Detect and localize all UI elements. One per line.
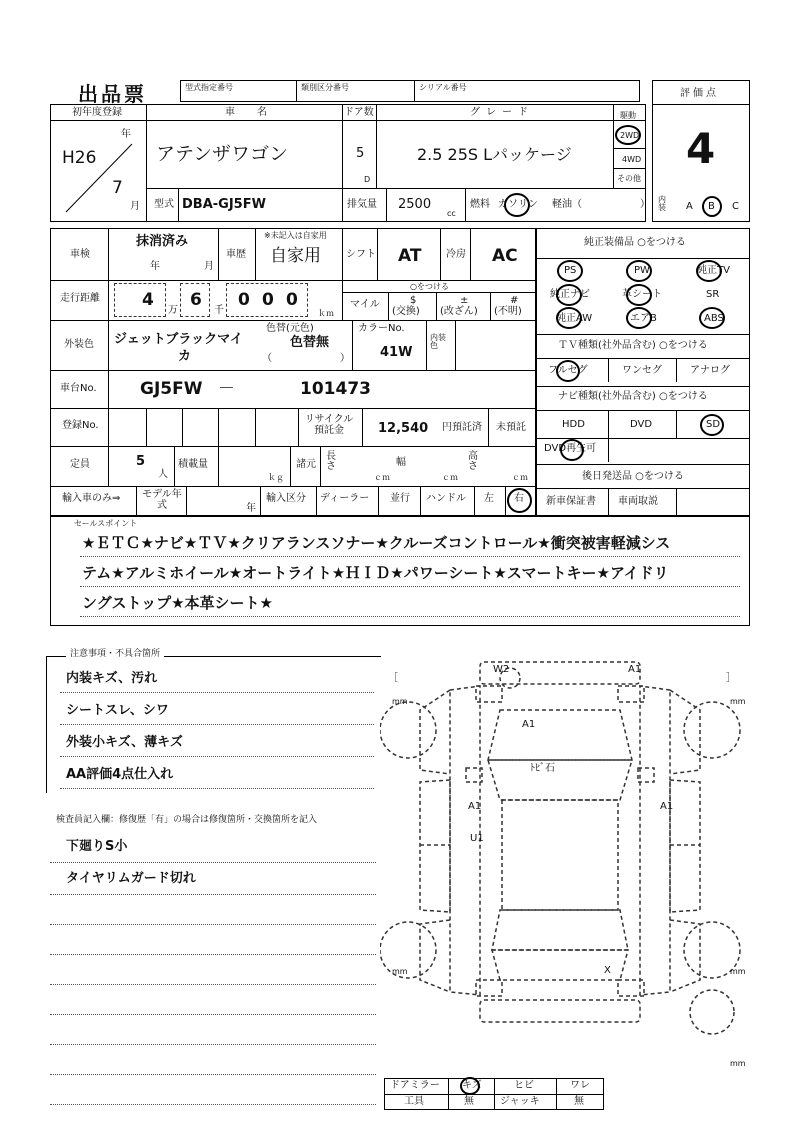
mileage-circle-note: ○をつける bbox=[410, 282, 449, 291]
diagram-mm-3: mm bbox=[392, 967, 408, 976]
handle-left: 左 bbox=[484, 493, 494, 504]
model-year-label: モデル年式 bbox=[142, 489, 182, 511]
mileage-exch-symbol: $ bbox=[410, 295, 417, 306]
grade-label: グレード bbox=[470, 107, 534, 118]
navi-dvd-play: DVD再生可 bbox=[544, 443, 597, 454]
color-label: 外装色 bbox=[64, 339, 94, 350]
detail-table bbox=[50, 228, 536, 516]
first-reg-month: 7 bbox=[112, 178, 123, 198]
later-warranty: 新車保証書 bbox=[546, 496, 596, 507]
mileage-digit-1: 4 bbox=[142, 290, 154, 310]
model-year-unit: 年 bbox=[246, 503, 256, 514]
shift-label: シフト bbox=[346, 249, 376, 260]
repaint-value: 色替無 bbox=[290, 335, 330, 350]
tv-type-title: ＴＶ種類(社外品含む) ○をつける bbox=[558, 340, 708, 351]
load-label: 積載量 bbox=[178, 459, 208, 470]
option-aw: 純正AW bbox=[556, 313, 593, 324]
model-label: 型式 bbox=[154, 199, 174, 210]
registration-label: 登録No. bbox=[62, 420, 99, 431]
recycle-value: 12,540 bbox=[378, 421, 429, 436]
mirror-hibi: ヒビ bbox=[514, 1080, 534, 1091]
color-value-line2: カ bbox=[178, 349, 192, 364]
tv-analog: アナログ bbox=[690, 365, 730, 376]
option-ps-circle bbox=[557, 260, 583, 282]
diagram-tobi: ﾄﾋﾞ石 bbox=[530, 763, 555, 774]
repaint-paren-open: （ bbox=[262, 353, 272, 364]
displacement-value: 2500 bbox=[398, 197, 432, 212]
notes-label: 注意事項・不具合箇所 bbox=[66, 650, 164, 659]
inspector-item-2: タイヤリムガード切れ bbox=[66, 871, 196, 886]
mileage-digit-2: 6 bbox=[190, 290, 202, 310]
ac-label: 冷房 bbox=[446, 249, 466, 260]
drive-label: 駆動 bbox=[620, 111, 636, 120]
mileage-km: ｋｍ bbox=[318, 309, 334, 318]
navi-dvd: DVD bbox=[630, 419, 653, 430]
option-navi-circle bbox=[556, 284, 582, 306]
recycle-paid: 円預託済 bbox=[442, 422, 482, 433]
month-unit: 月 bbox=[130, 201, 140, 212]
tv-oneseg: ワンセグ bbox=[622, 365, 662, 376]
diagram-a1-right: A1 bbox=[660, 801, 674, 812]
inspector-item-1: 下廻りS小 bbox=[66, 839, 128, 854]
chassis-label: 車台No. bbox=[60, 383, 97, 394]
mileage-digit-3: 0 bbox=[238, 290, 250, 310]
interior-b-circle bbox=[702, 196, 722, 217]
recycle-label: リサイクル預託金 bbox=[304, 414, 354, 436]
doors-value: 5 bbox=[356, 146, 365, 161]
ac-value: AC bbox=[492, 246, 518, 266]
interior-color-label: 内装色 bbox=[430, 333, 446, 350]
interior-label: 内装 bbox=[658, 195, 666, 212]
page-title: 出品票 bbox=[78, 82, 147, 106]
mirror-label: ドアミラー bbox=[390, 1080, 440, 1091]
handle-label: ハンドル bbox=[426, 493, 466, 504]
displacement-label: 排気量 bbox=[347, 199, 377, 210]
mileage-unknown-symbol: # bbox=[510, 295, 519, 306]
doors-label: ドア数 bbox=[344, 107, 374, 118]
inspector-label: 検査員記入欄：修復歴「有」の場合は修復箇所・交換箇所を記入 bbox=[56, 815, 318, 825]
mileage-alter-symbol: ± bbox=[460, 295, 469, 306]
mirror-value: キズ bbox=[462, 1080, 482, 1091]
options-title: 純正装備品 ○をつける bbox=[584, 237, 686, 248]
diagram-w2: W2 bbox=[493, 664, 510, 675]
diagram-bracket-2: ］ bbox=[726, 673, 736, 684]
mirror-ware: ワレ bbox=[570, 1080, 590, 1091]
length-cm: ｃｍ bbox=[374, 473, 390, 482]
diagram-a1-left: A1 bbox=[468, 801, 482, 812]
recycle-unpaid: 未預託 bbox=[496, 422, 526, 433]
navi-hdd: HDD bbox=[562, 419, 585, 430]
tv-fullseg-circle bbox=[556, 360, 580, 382]
diagram-a1-hood: A1 bbox=[522, 719, 536, 730]
mileage-alter: (改ざん) bbox=[440, 306, 478, 317]
note-item-2: シートスレ、シワ bbox=[66, 703, 169, 718]
option-leather-circle bbox=[626, 284, 652, 306]
mileage-mile: マイル bbox=[350, 299, 380, 310]
interior-a: A bbox=[686, 201, 693, 212]
import-dealer: ディーラー bbox=[320, 493, 370, 504]
tools-value: 無 bbox=[464, 1096, 474, 1107]
diagram-x: X bbox=[604, 965, 611, 976]
note-item-1: 内装キズ、汚れ bbox=[66, 671, 158, 686]
capacity-value: 5 bbox=[136, 454, 146, 469]
tools-label: 工具 bbox=[404, 1096, 424, 1107]
mileage-digit-4: 0 bbox=[262, 290, 274, 310]
option-ps: PS bbox=[564, 265, 577, 276]
jack-value: 無 bbox=[574, 1096, 584, 1107]
diagram-mm-4: mm bbox=[730, 967, 746, 976]
later-manual: 車両取説 bbox=[618, 496, 658, 507]
repaint-paren-close: ） bbox=[340, 353, 350, 364]
history-note: ※未記入は自家用 bbox=[264, 231, 327, 240]
capacity-label: 定員 bbox=[70, 459, 90, 470]
color-value-line1: ジェットブラックマイ bbox=[114, 332, 243, 347]
drive-2wd: 2WD bbox=[620, 131, 640, 140]
interior-b: B bbox=[708, 201, 715, 212]
history-value: 自家用 bbox=[270, 246, 321, 266]
note-item-4: AA評価4点仕入れ bbox=[66, 767, 174, 782]
option-abs: ABS bbox=[704, 313, 724, 324]
model-value: DBA-GJ5FW bbox=[182, 197, 266, 212]
car-damage-diagram bbox=[380, 650, 760, 1050]
jack-label: ジャッキ bbox=[500, 1096, 540, 1107]
navi-dvd-play-circle bbox=[560, 439, 584, 461]
option-sr: SR bbox=[706, 289, 720, 300]
serial-label: シリアル番号 bbox=[419, 83, 467, 92]
width-cm: ｃｍ bbox=[442, 473, 458, 482]
interior-c: C bbox=[732, 201, 739, 212]
drive-4wd: 4WD bbox=[622, 155, 642, 164]
fuel-diesel: 軽油（ bbox=[552, 199, 582, 210]
handle-right: 右 bbox=[514, 493, 524, 504]
mileage-man: 万 bbox=[168, 305, 178, 316]
length-label: 長さ bbox=[326, 451, 336, 472]
diagram-bracket-1: ［ bbox=[388, 673, 398, 684]
chassis-prefix: GJ5FW bbox=[140, 379, 203, 399]
capacity-unit: 人 bbox=[158, 469, 168, 480]
tv-fullseg: フルセグ bbox=[548, 365, 588, 376]
load-kg: ｋｇ bbox=[268, 473, 284, 482]
shift-value: AT bbox=[398, 246, 422, 266]
option-airbag: エアB bbox=[630, 313, 657, 324]
width-label: 幅 bbox=[396, 457, 406, 468]
inspection-month: 月 bbox=[204, 261, 214, 272]
import-label: 輸入車のみ⇒ bbox=[62, 493, 121, 504]
inspection-year: 年 bbox=[150, 261, 160, 272]
import-type-label: 輸入区分 bbox=[266, 493, 306, 504]
option-navi: 純正ナビ bbox=[550, 289, 590, 300]
sales-line-3: ングストップ★本革シート★ bbox=[82, 594, 273, 612]
grade-value: 2.5 25S Lパッケージ bbox=[417, 145, 572, 164]
navi-sd-circle bbox=[700, 414, 724, 436]
option-aw-circle bbox=[556, 307, 582, 329]
sales-label: セールスポイント bbox=[74, 519, 138, 528]
fuel-gas-circle bbox=[504, 193, 530, 217]
handle-right-circle bbox=[507, 488, 532, 513]
color-no-label: カラーNo. bbox=[358, 323, 405, 334]
dims-label: 諸元 bbox=[296, 459, 316, 470]
history-label: 車歴 bbox=[226, 249, 246, 260]
first-reg-label: 初年度登録 bbox=[72, 107, 122, 118]
chassis-number: 101473 bbox=[300, 379, 371, 399]
class-label: 類別区分番号 bbox=[301, 83, 349, 92]
diagram-a1-top: A1 bbox=[628, 664, 642, 675]
car-name: アテンザワゴン bbox=[156, 143, 289, 165]
drive-2wd-circle bbox=[615, 125, 641, 145]
type-approval-label: 型式指定番号 bbox=[185, 83, 233, 92]
option-leather: 革シート bbox=[622, 289, 662, 300]
repaint-label: 色替(元色) bbox=[266, 323, 314, 334]
sales-line-2: テム★アルミホイール★オートライト★ＨＩＤ★パワーシート★スマートキー★アイドリ bbox=[82, 564, 669, 582]
fuel-close: ） bbox=[640, 199, 650, 210]
option-abs-circle bbox=[699, 307, 725, 329]
navi-type-title: ナビ種類(社外品含む) ○をつける bbox=[558, 391, 708, 402]
option-tv-circle bbox=[696, 260, 722, 282]
fuel-label: 燃料 bbox=[470, 199, 490, 210]
mileage-sen: 千 bbox=[214, 305, 224, 316]
diagram-mm-5: mm bbox=[730, 1059, 746, 1068]
mileage-digit-5: 0 bbox=[286, 290, 298, 310]
first-reg-era: H26 bbox=[62, 148, 97, 168]
inspection-label: 車検 bbox=[70, 249, 90, 260]
fuel-gas: ガソリン bbox=[498, 199, 538, 210]
later-docs-title: 後日発送品 ○をつける bbox=[582, 471, 684, 482]
note-item-3: 外装小キズ、薄キズ bbox=[66, 735, 183, 750]
drive-other: その他 bbox=[617, 174, 641, 183]
header-id-box bbox=[180, 80, 640, 102]
cc-unit: cc bbox=[447, 209, 456, 218]
inspection-value: 抹消済み bbox=[136, 234, 189, 249]
color-no-value: 41W bbox=[380, 345, 413, 360]
door-d: D bbox=[364, 175, 371, 184]
mileage-label: 走行距離 bbox=[60, 293, 100, 304]
option-pw: PW bbox=[634, 265, 650, 276]
slash-divider bbox=[60, 140, 140, 216]
option-tv: 純正TV bbox=[697, 265, 730, 276]
mileage-unknown: (不明) bbox=[494, 306, 522, 317]
sales-line-1: ★ＥＴＣ★ナビ★ＴＶ★クリアランスソナー★クルーズコントロール★衝突被害軽減シス bbox=[82, 534, 671, 552]
option-pw-circle bbox=[626, 260, 652, 282]
year-unit: 年 bbox=[121, 129, 131, 140]
diagram-u1: U1 bbox=[470, 833, 484, 844]
rating-label: 評価点 bbox=[680, 88, 719, 99]
mirror-value-circle bbox=[460, 1077, 480, 1095]
mileage-exch: (交換) bbox=[392, 306, 420, 317]
diagram-mm-2: mm bbox=[730, 697, 746, 706]
height-label: 高さ bbox=[468, 451, 478, 472]
navi-sd: SD bbox=[706, 419, 721, 430]
rating-value: 4 bbox=[686, 124, 716, 173]
import-parallel: 並行 bbox=[390, 493, 410, 504]
option-airbag-circle bbox=[626, 307, 652, 329]
diagram-mm-1: mm bbox=[392, 697, 408, 706]
height-cm: ｃｍ bbox=[512, 473, 528, 482]
chassis-dash: － bbox=[218, 379, 235, 399]
car-name-label: 車 名 bbox=[225, 107, 273, 118]
